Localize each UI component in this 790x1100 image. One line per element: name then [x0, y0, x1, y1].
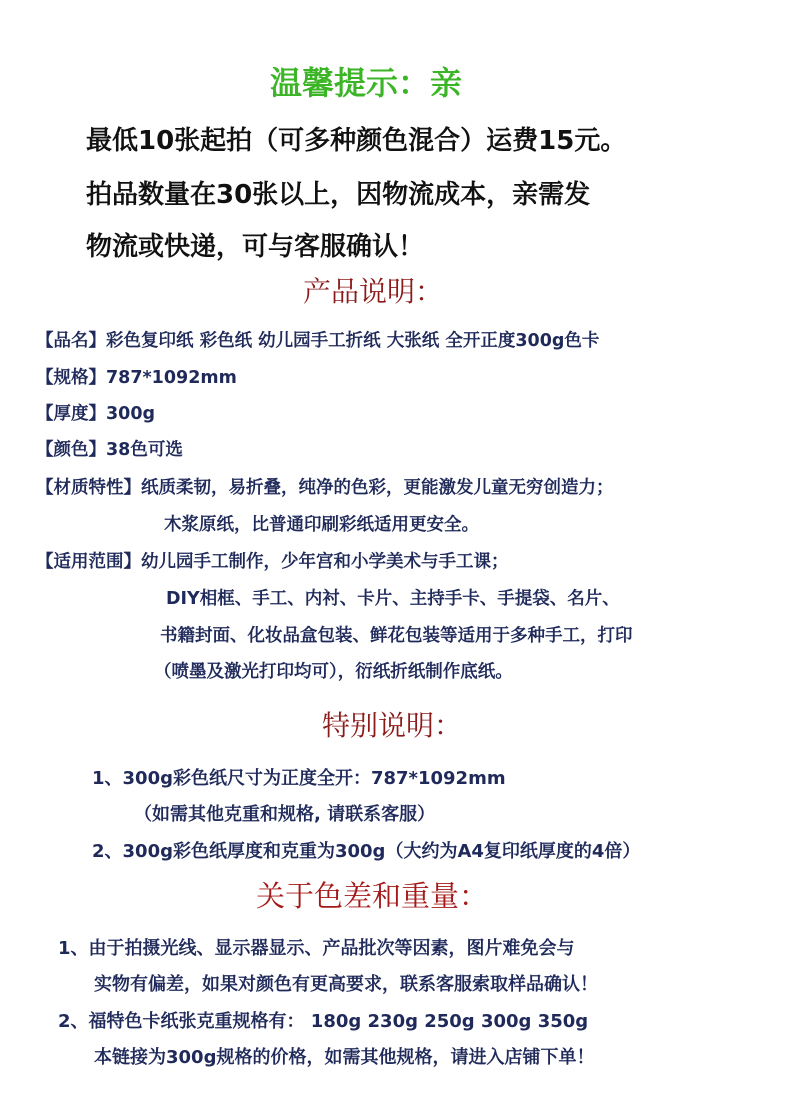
color-weight-line-2: 实物有偏差，如果对颜色有更高要求，联系客服索取样品确认！: [94, 974, 598, 995]
product-spec-value: 787*1092mm: [106, 368, 237, 388]
product-color-value: 38色可选: [106, 440, 183, 460]
product-scope-line-3: 书籍封面、化妆品盒包装、鲜花包装等适用于多种手工，打印: [160, 626, 633, 646]
product-color-row: [36, 436, 183, 461]
special-line-3: 2、300g彩色纸厚度和克重为300g（大约为A4复印纸厚度的4倍）: [92, 841, 641, 862]
product-scope-row: [36, 548, 509, 573]
tip-line-1: 最低10张起拍（可多种颜色混合）运费15元。: [86, 126, 627, 156]
product-material-line-1: 纸质柔韧，易折叠，纯净的色彩，更能激发儿童无穷创造力；: [141, 478, 614, 498]
tip-title: 温馨提示：亲: [270, 64, 463, 102]
product-material-row: [36, 474, 614, 499]
product-scope-line-4: （喷墨及激光打印均可），衍纸折纸制作底纸。: [154, 662, 513, 682]
product-material-line-2: 木浆原纸，比普通印刷彩纸适用更安全。: [164, 515, 479, 535]
color-weight-line-4: 本链接为300g规格的价格，如需其他规格，请进入店铺下单！: [94, 1047, 595, 1068]
tip-line-3: 物流或快递，可与客服确认！: [86, 232, 425, 262]
special-line-2: （如需其他克重和规格, 请联系客服）: [134, 804, 436, 825]
color-weight-heading: 关于色差和重量：: [256, 879, 489, 913]
product-name-value: 彩色复印纸 彩色纸 幼儿园手工折纸 大张纸 全开正度300g色卡: [106, 331, 600, 351]
product-spec-row: [36, 364, 237, 389]
product-spec-label: 【规格】: [36, 368, 106, 388]
special-line-1: 1、300g彩色纸尺寸为正度全开：787*1092mm: [92, 768, 506, 789]
tip-line-2: 拍品数量在30张以上，因物流成本，亲需发: [86, 180, 591, 210]
product-thickness-row: [36, 400, 155, 425]
product-name-label: 【品名】: [36, 331, 106, 351]
product-scope-label: 【适用范围】: [36, 552, 141, 572]
product-material-label: 【材质特性】: [36, 478, 141, 498]
product-heading: 产品说明：: [303, 275, 444, 308]
color-weight-line-3: 2、福特色卡纸张克重规格有： 180g 230g 250g 300g 350g: [58, 1011, 589, 1032]
color-weight-line-1: 1、由于拍摄光线、显示器显示、产品批次等因素，图片难免会与: [58, 938, 575, 959]
special-heading: 特别说明：: [322, 709, 463, 742]
product-scope-line-1: 幼儿园手工制作，少年宫和小学美术与手工课；: [141, 552, 509, 572]
product-thickness-label: 【厚度】: [36, 404, 106, 424]
product-color-label: 【颜色】: [36, 440, 106, 460]
product-thickness-value: 300g: [106, 404, 156, 424]
product-scope-line-2: DIY相框、手工、内衬、卡片、主持手卡、手提袋、名片、: [166, 589, 620, 609]
product-name-row: [36, 327, 599, 352]
